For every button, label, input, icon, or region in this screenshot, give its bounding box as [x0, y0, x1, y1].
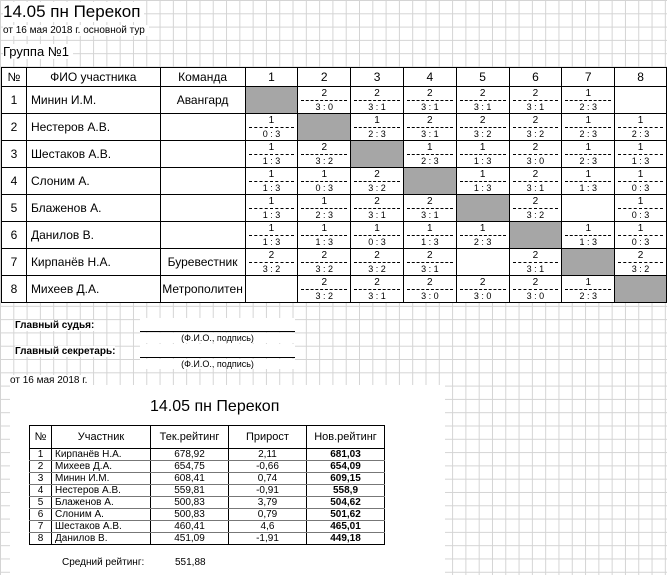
match-score: 3 : 1: [421, 209, 439, 220]
match-result-cell: [509, 87, 562, 114]
match-result-cell: [403, 249, 456, 276]
match-points: 2: [460, 88, 506, 101]
match-points: 1: [249, 223, 295, 236]
match-score: 1 : 3: [579, 236, 597, 247]
match-result-cell: [351, 87, 404, 114]
match-result-cell: [245, 195, 298, 222]
rating-place: 6: [30, 509, 52, 521]
header-round: 5: [456, 68, 509, 87]
participant-name: Блаженов А.: [26, 195, 160, 222]
match-result-cell: [562, 222, 615, 249]
match-points: 2: [513, 169, 559, 182]
match-points: 2: [513, 277, 559, 290]
header-round: 4: [403, 68, 456, 87]
match-points: 1: [249, 169, 295, 182]
participant-name: Шестаков А.В.: [26, 141, 160, 168]
match-score: 1 : 3: [473, 155, 492, 166]
match-score: 3 : 2: [368, 263, 386, 274]
match-score: 2 : 3: [473, 236, 492, 247]
header-team: Команда: [160, 68, 245, 87]
match-result-cell: [403, 87, 456, 114]
participant-row: [2, 141, 667, 168]
rating-new: 501,62: [307, 509, 385, 521]
match-points: 2: [407, 277, 453, 290]
match-score: 1 : 3: [421, 236, 439, 247]
rating-row: [30, 497, 385, 509]
rating-current: 678,92: [151, 449, 229, 461]
match-points: [565, 196, 611, 208]
match-points: 1: [618, 196, 663, 209]
match-score: 1 : 3: [262, 236, 281, 247]
rating-header-participant: Участник: [52, 426, 151, 449]
match-score: 1 : 3: [631, 155, 650, 166]
match-points: 1: [354, 223, 400, 236]
match-points: 2: [513, 115, 559, 128]
match-result-cell: [351, 114, 404, 141]
participant-row: [2, 249, 667, 276]
participant-number: 5: [2, 195, 27, 222]
participant-number: 8: [2, 276, 27, 303]
match-score: [615, 100, 666, 112]
participant-name: Михеев Д.А.: [26, 276, 160, 303]
participant-team: Авангард: [160, 87, 245, 114]
rating-current: 500,83: [151, 497, 229, 509]
match-points: 2: [354, 250, 400, 263]
match-result-cell: [509, 114, 562, 141]
match-result-cell: [456, 249, 509, 276]
participant-team: [160, 168, 245, 195]
match-points: 2: [301, 250, 347, 263]
match-points: 1: [460, 142, 506, 155]
header-round: 7: [562, 68, 615, 87]
match-result-cell: [298, 141, 351, 168]
cross-table: [1, 67, 667, 303]
match-score: 1 : 3: [262, 209, 281, 220]
match-points: 2: [513, 88, 559, 101]
cross-table-header: [2, 68, 667, 87]
match-points: 2: [301, 142, 347, 155]
match-points: 1: [618, 169, 663, 182]
match-result-cell: [403, 114, 456, 141]
match-points: 1: [460, 223, 506, 236]
match-points: 1: [301, 196, 347, 209]
participant-row: [2, 276, 667, 303]
rating-participant: Михеев Д.А.: [52, 461, 151, 473]
match-result-cell: [245, 249, 298, 276]
match-score: 3 : 1: [473, 101, 492, 112]
match-score: 3 : 2: [473, 128, 492, 139]
rating-current: 500,83: [151, 509, 229, 521]
match-points: 2: [301, 277, 347, 290]
match-score: 0 : 3: [631, 182, 650, 193]
match-result-cell: [245, 276, 298, 303]
header-round: 6: [509, 68, 562, 87]
rating-current: 559,81: [151, 485, 229, 497]
participant-team: Метрополитен: [160, 276, 245, 303]
rating-header-new: Нов.рейтинг: [307, 426, 385, 449]
match-result-cell: [351, 222, 404, 249]
rating-table: [29, 425, 385, 545]
match-result-cell: [615, 141, 667, 168]
match-score: 2 : 3: [579, 290, 597, 301]
chief-judge-signature-line: [140, 318, 295, 332]
match-score: 0 : 3: [631, 209, 650, 220]
match-score: 2 : 3: [579, 128, 597, 139]
rating-header-current: Тек.рейтинг: [151, 426, 229, 449]
match-points: 2: [513, 142, 559, 155]
match-points: 1: [565, 88, 611, 101]
match-result-cell: [562, 141, 615, 168]
match-points: 2: [354, 88, 400, 101]
participant-number: 2: [2, 114, 27, 141]
match-result-cell: [245, 168, 298, 195]
match-score: 2 : 3: [579, 155, 597, 166]
rating-participant: Слоним А.: [52, 509, 151, 521]
match-result-cell: [615, 114, 667, 141]
group-label: Группа №1: [3, 44, 73, 59]
match-score: 3 : 1: [368, 209, 386, 220]
match-result-cell: [456, 168, 509, 195]
match-result-cell: [298, 195, 351, 222]
rating-place: 2: [30, 461, 52, 473]
rating-new: 681,03: [307, 449, 385, 461]
match-result-cell: [298, 168, 351, 195]
rating-date: от 16 мая 2018 г.: [10, 375, 91, 386]
match-points: 1: [565, 277, 611, 290]
match-score: 0 : 3: [631, 236, 650, 247]
match-points: 1: [618, 223, 663, 236]
match-points: 2: [513, 196, 559, 209]
participant-name: Данилов В.: [26, 222, 160, 249]
match-score: 3 : 2: [631, 263, 650, 274]
rating-place: 5: [30, 497, 52, 509]
match-score: 3 : 2: [526, 128, 545, 139]
match-score: 3 : 0: [473, 290, 492, 301]
self-match-cell: [245, 87, 298, 114]
match-score: [246, 289, 298, 301]
match-score: [457, 262, 509, 274]
participant-row: [2, 87, 667, 114]
chief-secretary-label: Главный секретарь:: [15, 346, 116, 357]
match-score: 3 : 1: [421, 101, 439, 112]
match-points: 1: [618, 115, 663, 128]
rating-gain: -1,91: [229, 533, 307, 545]
rating-gain: 2,11: [229, 449, 307, 461]
match-score: 2 : 3: [315, 209, 333, 220]
match-score: 0 : 3: [368, 236, 386, 247]
match-score: 3 : 1: [368, 101, 386, 112]
match-points: 2: [460, 115, 506, 128]
participant-number: 3: [2, 141, 27, 168]
match-result-cell: [403, 195, 456, 222]
chief-judge-hint: (Ф.И.О., подпись): [140, 333, 295, 343]
average-rating-value: 551,88: [175, 557, 206, 568]
match-score: 2 : 3: [579, 101, 597, 112]
match-score: 3 : 1: [368, 290, 386, 301]
match-score: 3 : 1: [421, 128, 439, 139]
match-result-cell: [298, 87, 351, 114]
match-result-cell: [456, 222, 509, 249]
rating-new: 609,15: [307, 473, 385, 485]
rating-current: 460,41: [151, 521, 229, 533]
match-points: 2: [354, 196, 400, 209]
rating-header-no: №: [30, 426, 52, 449]
match-result-cell: [245, 222, 298, 249]
rating-participant: Минин И.М.: [52, 473, 151, 485]
header-round: 3: [351, 68, 404, 87]
match-points: 1: [565, 115, 611, 128]
match-result-cell: [562, 87, 615, 114]
rating-title: 14.05 пн Перекоп: [150, 398, 280, 415]
rating-gain: 3,79: [229, 497, 307, 509]
participant-number: 1: [2, 87, 27, 114]
rating-gain: -0,66: [229, 461, 307, 473]
match-result-cell: [509, 276, 562, 303]
match-result-cell: [509, 249, 562, 276]
match-score: 2 : 3: [421, 155, 439, 166]
rating-row: [30, 533, 385, 545]
match-points: 2: [407, 196, 453, 209]
match-score: 2 : 3: [631, 128, 650, 139]
match-points: 2: [460, 277, 506, 290]
rating-participant: Данилов В.: [52, 533, 151, 545]
match-result-cell: [298, 222, 351, 249]
participant-row: [2, 114, 667, 141]
rating-place: 1: [30, 449, 52, 461]
rating-gain: 0,79: [229, 509, 307, 521]
match-result-cell: [562, 114, 615, 141]
match-points: 1: [249, 196, 295, 209]
participant-team: Буревестник: [160, 249, 245, 276]
match-points: 1: [565, 169, 611, 182]
rating-gain: 4,6: [229, 521, 307, 533]
match-points: 2: [407, 88, 453, 101]
rating-place: 3: [30, 473, 52, 485]
match-score: 1 : 3: [473, 182, 492, 193]
rating-participant: Нестеров А.В.: [52, 485, 151, 497]
match-points: 2: [249, 250, 295, 263]
match-result-cell: [403, 222, 456, 249]
match-result-cell: [298, 276, 351, 303]
match-points: 1: [460, 169, 506, 182]
rating-place: 7: [30, 521, 52, 533]
match-result-cell: [509, 168, 562, 195]
rating-new: 449,18: [307, 533, 385, 545]
match-score: 3 : 0: [315, 101, 333, 112]
rating-place: 8: [30, 533, 52, 545]
participant-row: [2, 168, 667, 195]
rating-row: [30, 473, 385, 485]
match-score: 3 : 2: [262, 263, 281, 274]
match-score: 0 : 3: [262, 128, 281, 139]
rating-place: 4: [30, 485, 52, 497]
participant-number: 7: [2, 249, 27, 276]
match-result-cell: [509, 141, 562, 168]
match-points: 2: [354, 277, 400, 290]
match-points: 1: [407, 223, 453, 236]
match-points: 2: [513, 250, 559, 263]
match-result-cell: [456, 87, 509, 114]
match-score: 1 : 3: [262, 155, 281, 166]
match-result-cell: [615, 249, 667, 276]
header-no: №: [2, 68, 27, 87]
match-result-cell: [351, 249, 404, 276]
self-match-cell: [562, 249, 615, 276]
match-result-cell: [562, 168, 615, 195]
rating-gain: -0,91: [229, 485, 307, 497]
match-result-cell: [298, 249, 351, 276]
participant-name: Минин И.М.: [26, 87, 160, 114]
match-points: 1: [565, 142, 611, 155]
self-match-cell: [351, 141, 404, 168]
match-score: 1 : 3: [315, 236, 333, 247]
chief-secretary-hint: (Ф.И.О., подпись): [140, 359, 295, 369]
match-points: 2: [407, 250, 453, 263]
header-round: 2: [298, 68, 351, 87]
match-points: 1: [301, 169, 347, 182]
match-score: 0 : 3: [315, 182, 333, 193]
match-result-cell: [456, 141, 509, 168]
chief-secretary-signature-line: [140, 344, 295, 358]
match-score: 3 : 0: [526, 155, 545, 166]
rating-row: [30, 461, 385, 473]
match-points: [460, 250, 506, 262]
header-round: 1: [245, 68, 298, 87]
match-points: 1: [354, 115, 400, 128]
match-score: 3 : 1: [421, 263, 439, 274]
match-points: 2: [618, 250, 663, 263]
participant-number: 6: [2, 222, 27, 249]
match-result-cell: [615, 87, 667, 114]
match-result-cell: [351, 195, 404, 222]
match-points: 2: [407, 115, 453, 128]
self-match-cell: [403, 168, 456, 195]
participant-row: [2, 222, 667, 249]
rating-participant: Шестаков А.В.: [52, 521, 151, 533]
header-name: ФИО участника: [26, 68, 160, 87]
self-match-cell: [509, 222, 562, 249]
participant-number: 4: [2, 168, 27, 195]
match-result-cell: [456, 276, 509, 303]
rating-gain: 0,74: [229, 473, 307, 485]
rating-row: [30, 521, 385, 533]
rating-current: 654,75: [151, 461, 229, 473]
rating-new: 654,09: [307, 461, 385, 473]
match-points: 1: [301, 223, 347, 236]
match-score: 3 : 2: [368, 182, 386, 193]
rating-current: 608,41: [151, 473, 229, 485]
match-score: 3 : 2: [315, 263, 333, 274]
match-points: 1: [565, 223, 611, 236]
match-result-cell: [351, 276, 404, 303]
match-score: 3 : 0: [421, 290, 439, 301]
match-result-cell: [562, 276, 615, 303]
match-score: 1 : 3: [262, 182, 281, 193]
rating-new: 558,9: [307, 485, 385, 497]
match-points: [249, 277, 295, 289]
match-result-cell: [403, 141, 456, 168]
rating-new: 465,01: [307, 521, 385, 533]
match-result-cell: [245, 114, 298, 141]
match-points: 1: [407, 142, 453, 155]
rating-header: [30, 426, 385, 449]
rating-row: [30, 449, 385, 461]
self-match-cell: [456, 195, 509, 222]
participant-name: Нестеров А.В.: [26, 114, 160, 141]
match-result-cell: [615, 168, 667, 195]
match-score: 3 : 2: [315, 155, 333, 166]
page-title: 14.05 пн Перекоп: [3, 2, 144, 22]
match-score: [562, 208, 614, 220]
rating-participant: Блаженов А.: [52, 497, 151, 509]
match-score: 3 : 0: [526, 290, 545, 301]
average-rating-label: Средний рейтинг:: [62, 557, 145, 568]
match-result-cell: [615, 222, 667, 249]
rating-header-gain: Прирост: [229, 426, 307, 449]
match-result-cell: [245, 141, 298, 168]
match-result-cell: [403, 276, 456, 303]
match-points: 1: [249, 115, 295, 128]
participant-name: Кирпанёв Н.А.: [26, 249, 160, 276]
rating-new: 504,62: [307, 497, 385, 509]
participant-name: Слоним А.: [26, 168, 160, 195]
match-result-cell: [562, 195, 615, 222]
match-score: 3 : 1: [526, 101, 545, 112]
header-round: 8: [615, 68, 667, 87]
match-points: 1: [249, 142, 295, 155]
participant-team: [160, 141, 245, 168]
match-score: 1 : 3: [579, 182, 597, 193]
rating-row: [30, 509, 385, 521]
rating-participant: Кирпанёв Н.А.: [52, 449, 151, 461]
self-match-cell: [298, 114, 351, 141]
match-points: 2: [301, 88, 347, 101]
match-score: 3 : 1: [526, 263, 545, 274]
match-result-cell: [351, 168, 404, 195]
match-score: 3 : 2: [526, 209, 545, 220]
chief-judge-label: Главный судья:: [15, 320, 95, 331]
participant-row: [2, 195, 667, 222]
participant-team: [160, 114, 245, 141]
self-match-cell: [615, 276, 667, 303]
match-result-cell: [456, 114, 509, 141]
match-points: [618, 88, 663, 100]
participant-team: [160, 222, 245, 249]
match-result-cell: [509, 195, 562, 222]
participant-team: [160, 195, 245, 222]
match-score: 3 : 1: [526, 182, 545, 193]
match-points: 1: [618, 142, 663, 155]
match-score: 2 : 3: [368, 128, 386, 139]
match-score: 3 : 2: [315, 290, 333, 301]
rating-row: [30, 485, 385, 497]
rating-current: 451,09: [151, 533, 229, 545]
match-result-cell: [615, 195, 667, 222]
match-points: 2: [354, 169, 400, 182]
page-subtitle: от 16 мая 2018 г. основной тур: [3, 25, 149, 36]
